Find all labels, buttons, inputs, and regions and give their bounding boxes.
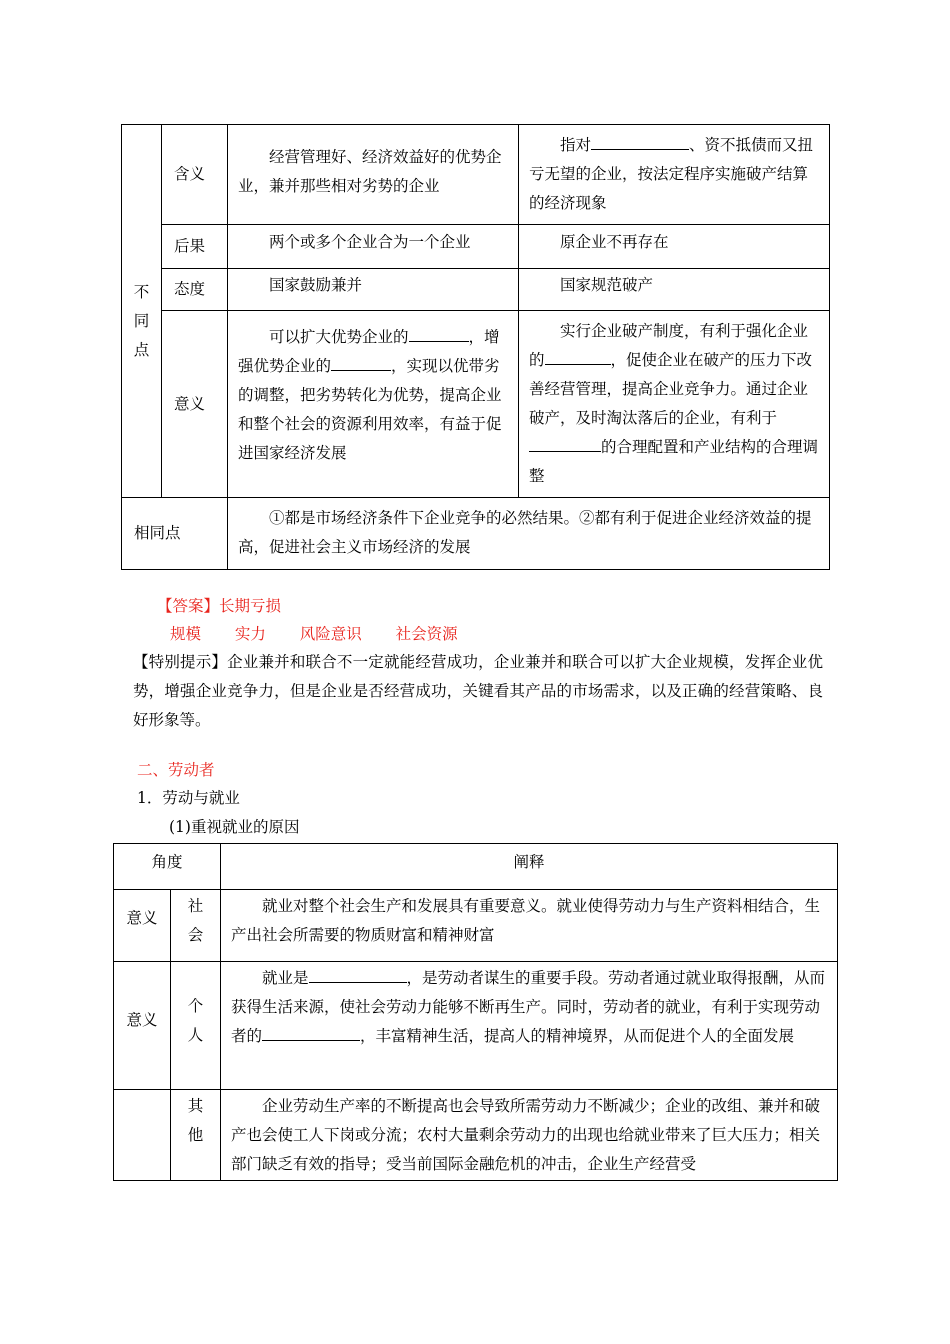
merger-significance-text: 可以扩大优势企业的 ，增强优势企业的 ，实现以优带劣的调整，把劣势转化为优势，提高企业和整个社会的资源利用效率，有益于促进国家经济发展 <box>228 311 518 472</box>
section-heading: 二、劳动者 <box>137 761 215 779</box>
employment-table <box>113 843 838 1181</box>
explain-cell <box>221 1090 838 1181</box>
special-tip-text: 企业兼并和联合不一定就能经营成功，企业兼并和联合可以扩大企业规模，发挥企业优势，增强企业竞争力，但是企业是否经营成功，关键看其产品的市场需求，以及正确的经营策略、良好形象等。 <box>133 653 823 729</box>
answer-item: 实力 <box>234 625 266 643</box>
fill-blank <box>529 436 601 453</box>
answer-line: 【答案】长期亏损 <box>157 597 282 615</box>
diff-label-char: 点 <box>133 340 150 359</box>
bankrupt-significance-cell <box>519 311 830 498</box>
angle-cell: 意义 <box>114 962 171 1090</box>
row-label-meaning: 含义 <box>162 125 228 225</box>
explain-text: 就业对整个社会生产和发展具有重要意义。就业使得劳动力与生产资料相结合，生产出社会所需要的物质财富和精神财富 <box>231 897 821 944</box>
explain-cell <box>221 962 838 1090</box>
same-point-label: 相同点 <box>122 498 228 570</box>
merger-significance-cell <box>228 311 519 498</box>
merger-attitude-text: 国家鼓励兼并 <box>269 276 363 294</box>
fill-blank <box>309 967 407 984</box>
bankrupt-meaning-text: 指对 、资不抵债而又扭亏无望的企业，按法定程序实施破产结算的经济现象 <box>519 125 829 222</box>
header-explain: 阐释 <box>221 844 838 890</box>
answer-item: 规模 <box>170 625 202 643</box>
fill-blank <box>545 349 611 366</box>
bankrupt-attitude-text: 国家规范破产 <box>560 276 654 294</box>
diff-label-cell <box>122 125 162 498</box>
explain-text: 就业是 ，是劳动者谋生的重要手段。劳动者通过就业取得报酬，从而获得生活来源，使社会劳动力能够不断再生产。同时，劳动者的就业，有利于实现劳动者的 ，丰富精神生活，提高人的精神境界，从而促进个人的全面发展 <box>221 962 837 1055</box>
bankrupt-result-text: 原企业不再存在 <box>560 233 669 251</box>
answer-items <box>170 620 458 648</box>
answer-item: 风险意识 <box>299 625 362 643</box>
explain-cell <box>221 890 838 962</box>
bankrupt-meaning-cell <box>519 125 830 225</box>
answer-item: 社会资源 <box>395 625 458 643</box>
row-label-significance: 意义 <box>162 311 228 498</box>
bankrupt-attitude-cell <box>519 269 830 311</box>
row-label-attitude: 态度 <box>162 269 228 311</box>
fill-blank <box>591 134 689 151</box>
same-point-text: ①都是市场经济条件下企业竞争的必然结果。②都有利于促进企业经济效益的提高，促进社会主义市场经济的发展 <box>238 509 812 556</box>
bankrupt-significance-text: 实行企业破产制度，有利于强化企业的 ，促使企业在破产的压力下改善经营管理，提高企业竞争力。通过企业破产，及时淘汰落后的企业，有利于的合理配置和产业结构的合理调整 <box>529 322 819 485</box>
sub-angle-cell: 其 他 <box>171 1090 221 1181</box>
special-tip-label: 【特别提示】 <box>133 653 228 671</box>
same-point-cell <box>228 498 830 570</box>
special-tip <box>133 648 823 735</box>
header-angle: 角度 <box>114 844 221 890</box>
sub-angle-cell: 社 会 <box>171 890 221 962</box>
angle-cell: 意义 <box>114 890 171 962</box>
diff-label-char: 不 <box>133 282 150 301</box>
merger-meaning-cell <box>228 125 519 225</box>
sub-angle-cell: 个 人 <box>171 962 221 1090</box>
merger-result-cell <box>228 225 519 269</box>
fill-blank <box>409 326 469 343</box>
explain-text: 企业劳动生产率的不断提高也会导致所需劳动力不断减少；企业的改组、兼并和破产也会使工人下岗或分流；农村大量剩余劳动力的出现也给就业带来了巨大压力；相关部门缺乏有效的指导；受当前国际金融危机的冲击，企业生产经营受 <box>231 1097 821 1173</box>
merger-meaning-text: 经营管理好、经济效益好的优势企业，兼并那些相对劣势的企业 <box>238 148 502 195</box>
subsection-title: 1．劳动与就业 <box>137 789 240 807</box>
angle-cell <box>114 1090 171 1181</box>
subsection-subtitle: (1)重视就业的原因 <box>169 818 300 836</box>
diff-label-char: 同 <box>133 311 150 330</box>
fill-blank <box>262 1025 360 1042</box>
row-label-result: 后果 <box>162 225 228 269</box>
fill-blank <box>331 355 391 372</box>
bankrupt-result-cell <box>519 225 830 269</box>
merger-attitude-cell <box>228 269 519 311</box>
merger-result-text: 两个或多个企业合为一个企业 <box>269 233 471 251</box>
comparison-table <box>121 124 830 570</box>
